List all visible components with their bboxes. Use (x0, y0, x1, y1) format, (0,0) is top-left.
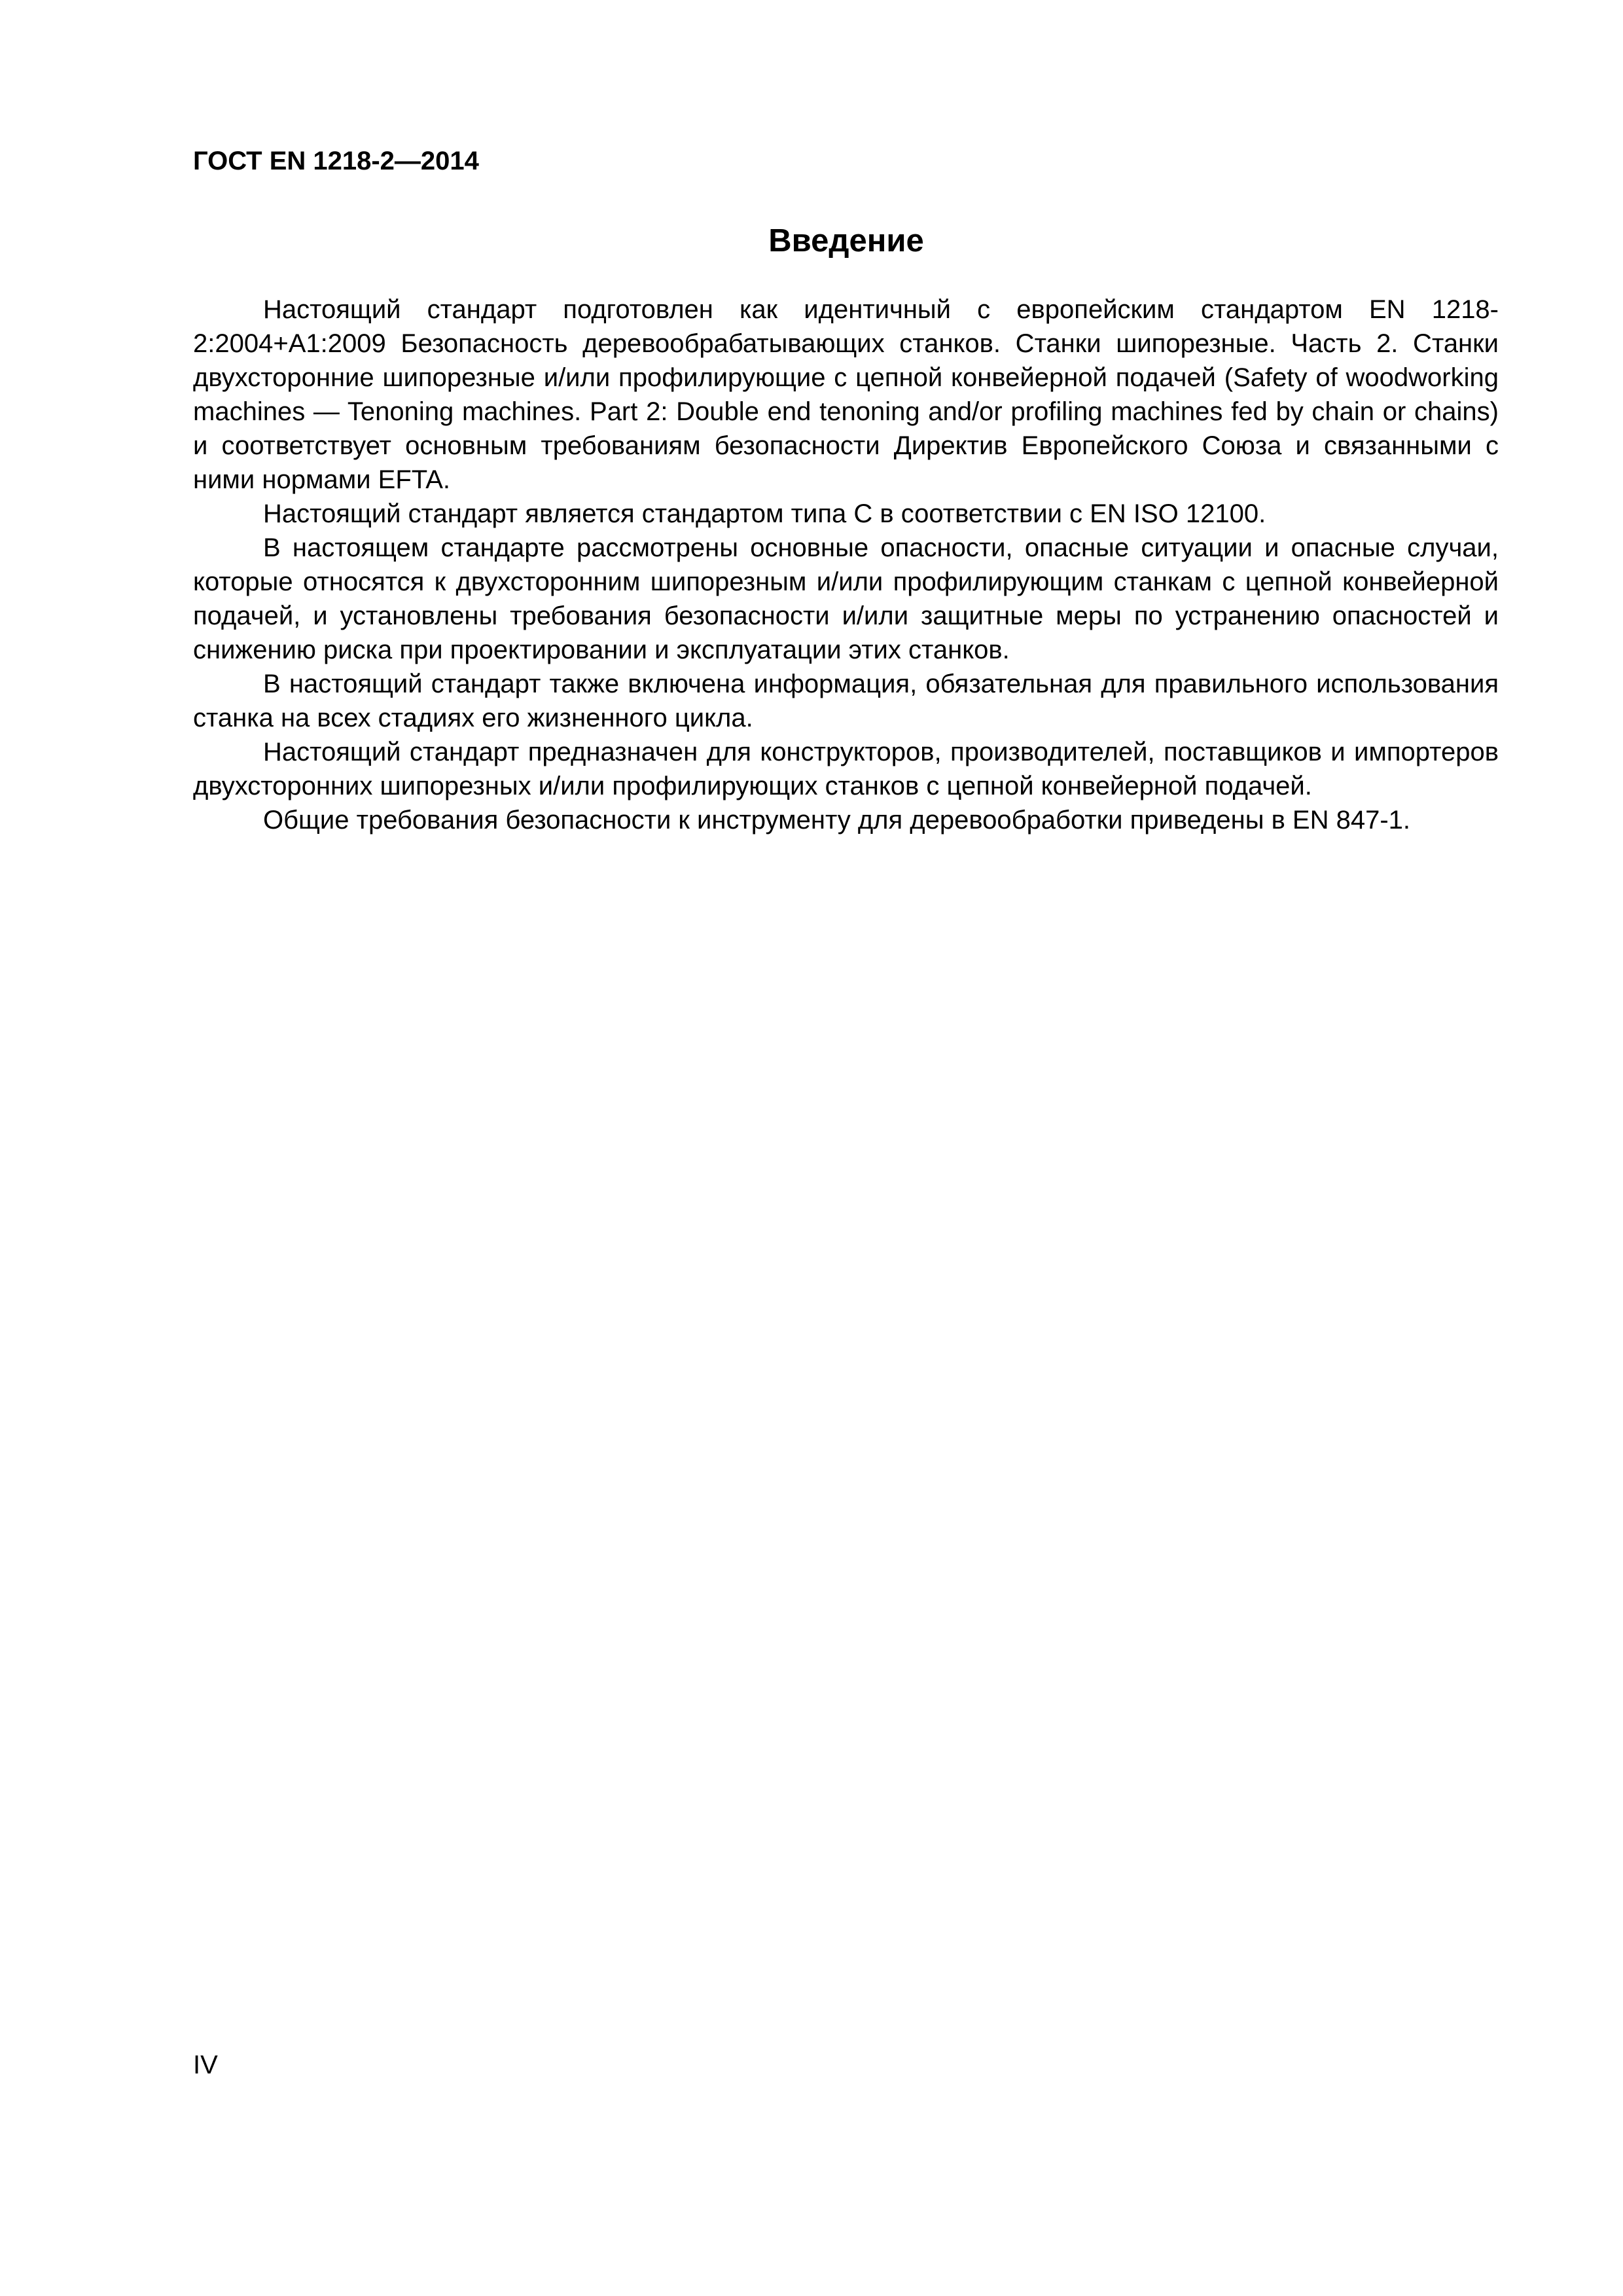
page-number: IV (193, 2051, 218, 2079)
document-identifier: ГОСТ EN 1218-2—2014 (193, 147, 479, 175)
paragraph: Настоящий стандарт подготовлен как идентичный с европейским стандартом EN 1218-2:2004+A1:2009 Безопасность деревообрабатывающих станков. Станки шипорезные. Часть 2. Станки двухсторонние шипорезные и/или профилирующие с цепной конвейерной подачей (Safety of woodworking machines — Tenoning machines. Part 2: Double end tenoning and/or profiling machines fed by chain or chains) и соответствует основным требованиям безопасности Директив Европейского Союза и связанными с ними нормами EFTA. (193, 295, 1499, 494)
paragraph: Общие требования безопасности к инструменту для деревообработки приведены в EN 847-1. (263, 806, 1411, 834)
paragraph: В настоящий стандарт также включена информация, обязательная для правильного использования станка на всех стадиях его жизненного цикла. (193, 670, 1499, 732)
introduction-body (193, 293, 1499, 837)
section-title: Введение (768, 223, 924, 259)
paragraph: В настоящем стандарте рассмотрены основные опасности, опасные ситуации и опасные случаи, которые относятся к двухсторонним шипорезным и/или профилирующим станкам с цепной конвейерной подачей, и установлены требования безопасности и/или защитные меры по устранению опасностей и снижению риска при проектировании и эксплуатации этих станков. (193, 533, 1499, 664)
paragraph: Настоящий стандарт является стандартом типа С в соответствии с EN ISO 12100. (263, 499, 1266, 528)
paragraph: Настоящий стандарт предназначен для конструкторов, производителей, поставщиков и импортеров двухсторонних шипорезных и/или профилирующих станков с цепной конвейерной подачей. (193, 738, 1499, 800)
